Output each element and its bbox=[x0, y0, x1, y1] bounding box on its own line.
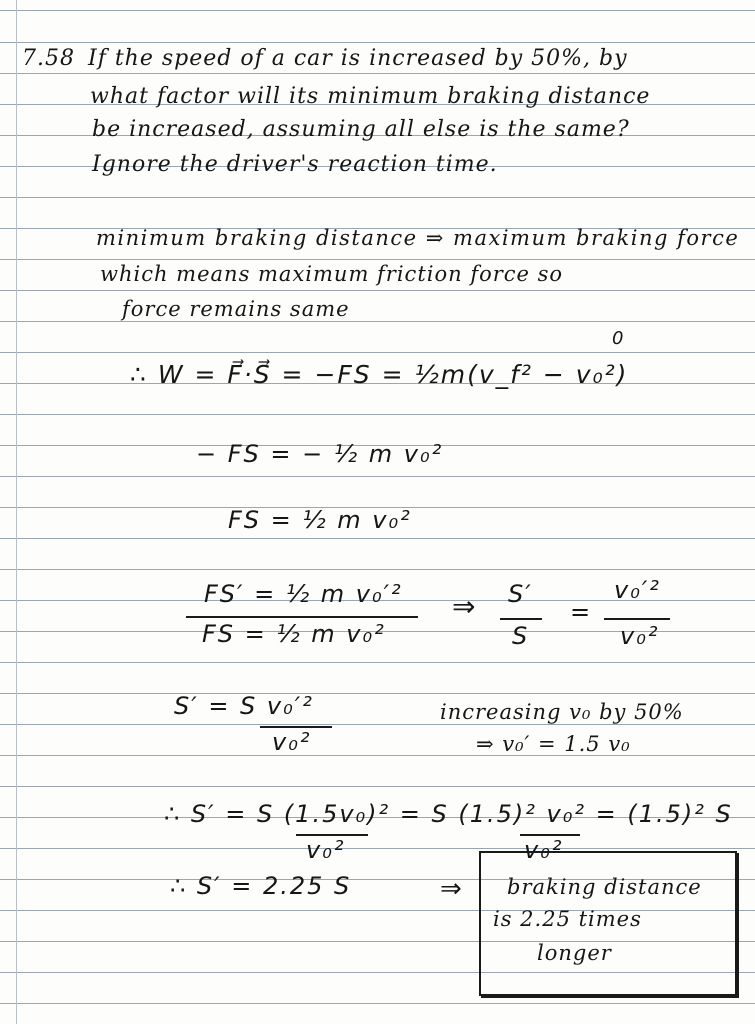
substitution-denominator-1: v₀² bbox=[306, 836, 346, 864]
substitution-denominator-2: v₀² bbox=[524, 836, 564, 864]
answer-box bbox=[479, 851, 737, 996]
ratio-result-s-prime: S′ bbox=[508, 580, 533, 608]
problem-line-1: If the speed of a car is increased by 50%, by bbox=[88, 46, 628, 71]
ratio-fraction-bar bbox=[186, 616, 418, 618]
s-prime-denominator: v₀² bbox=[272, 728, 312, 756]
problem-number: 7.58 bbox=[22, 46, 75, 71]
reasoning-line-1: minimum braking distance ⇒ maximum braking force bbox=[96, 226, 740, 250]
s-prime-equation: S′ = S v₀′² bbox=[174, 692, 314, 720]
final-equation: ∴ S′ = 2.25 S bbox=[170, 872, 352, 900]
zero-mark: 0 bbox=[612, 328, 626, 349]
reasoning-line-2: which means maximum friction force so bbox=[100, 262, 564, 286]
ratio-result-equals: = bbox=[570, 598, 593, 626]
ratio-result-bar-right bbox=[604, 618, 670, 620]
ratio-result-bar-left bbox=[500, 618, 542, 620]
increase-note-1: increasing v₀ by 50% bbox=[440, 700, 684, 724]
answer-line-2: is 2.25 times bbox=[493, 907, 642, 931]
ratio-result-v: v₀² bbox=[620, 622, 660, 650]
ratio-result-s: S bbox=[512, 622, 530, 650]
fs-equation: FS = ½ m v₀² bbox=[228, 506, 412, 534]
ratio-result-v-prime: v₀′² bbox=[614, 576, 661, 604]
ratio-denominator: FS = ½ m v₀² bbox=[202, 620, 386, 648]
implies-arrow-2: ⇒ bbox=[440, 874, 464, 904]
substitution-equation: ∴ S′ = S (1.5v₀)² = S (1.5)² v₀² = (1.5)² S bbox=[164, 800, 733, 828]
increase-note-2: ⇒ v₀′ = 1.5 v₀ bbox=[476, 732, 631, 756]
ratio-numerator: FS′ = ½ m v₀′² bbox=[204, 580, 403, 608]
work-energy-equation: ∴ W = F⃗·S⃗ = −FS = ½m(v_f² − v₀²) bbox=[130, 360, 629, 389]
answer-line-1: braking distance bbox=[507, 875, 702, 899]
answer-line-3: longer bbox=[537, 941, 612, 965]
problem-line-2: what factor will its minimum braking distance bbox=[90, 84, 651, 109]
reasoning-line-3: force remains same bbox=[122, 297, 350, 321]
margin-rule bbox=[16, 0, 17, 1024]
problem-line-4: Ignore the driver's reaction time. bbox=[92, 152, 498, 177]
neg-fs-equation: − FS = − ½ m v₀² bbox=[196, 440, 444, 468]
implies-arrow-1: ⇒ bbox=[452, 590, 478, 623]
problem-line-3: be increased, assuming all else is the same? bbox=[92, 117, 630, 142]
